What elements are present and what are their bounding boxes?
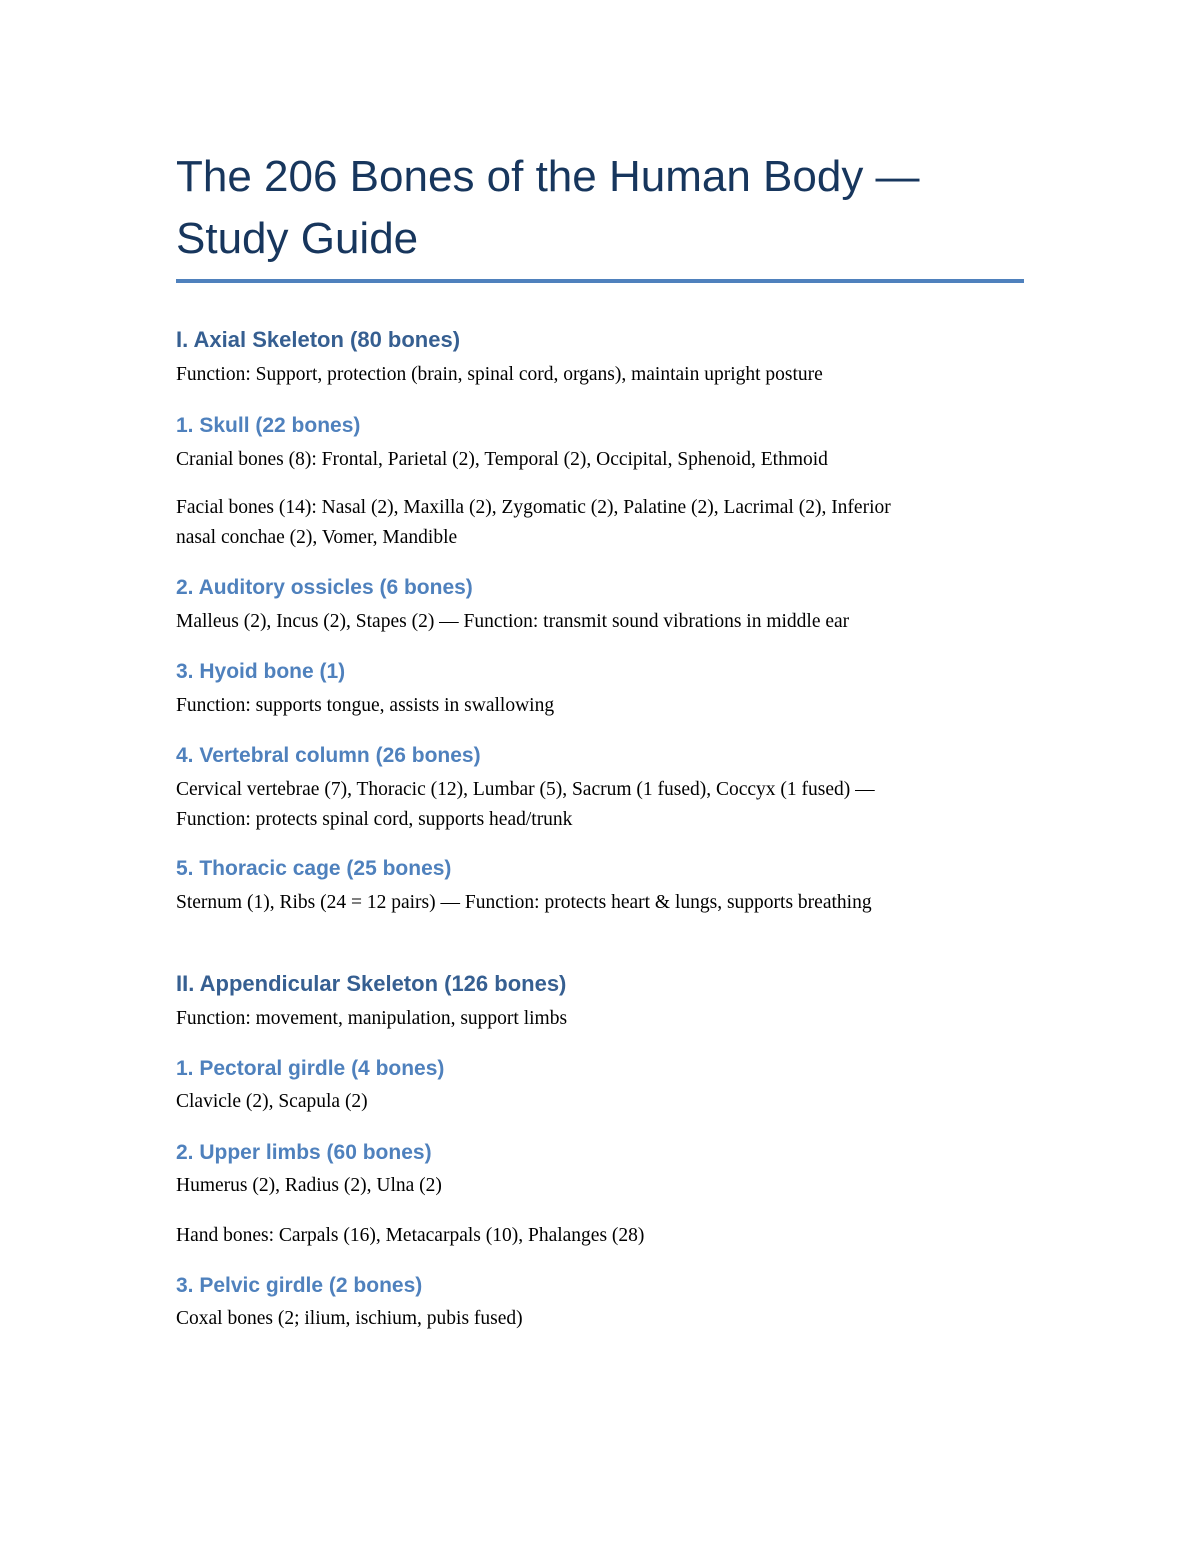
appendicular-function-block bbox=[176, 1004, 1024, 1034]
pectoral-girdle-text: Clavicle (2), Scapula (2) bbox=[176, 1091, 368, 1112]
hyoid-text: Function: supports tongue, assists in swallowing bbox=[176, 695, 555, 716]
axial-skeleton-heading: I. Axial Skeleton (80 bones) bbox=[176, 327, 461, 352]
pectoral-heading-block bbox=[176, 1055, 1024, 1083]
cranial-block bbox=[176, 445, 1024, 475]
skull-heading-block bbox=[176, 412, 1024, 440]
vertebral-line-1: Cervical vertebrae (7), Thoracic (12), Lumbar (5), Sacrum (1 fused), Coccyx (1 fused) — bbox=[176, 779, 875, 800]
auditory-ossicles-heading: 2. Auditory ossicles (6 bones) bbox=[176, 576, 473, 599]
axial-function-text: Function: Support, protection (brain, spinal cord, organs), maintain upright posture bbox=[176, 364, 823, 385]
facial-bones-text bbox=[176, 493, 1024, 553]
hyoid-heading-block bbox=[176, 658, 1024, 686]
thoracic-heading-block bbox=[176, 855, 1024, 883]
axial-function-block bbox=[176, 360, 1024, 390]
appendicular-skeleton-heading: II. Appendicular Skeleton (126 bones) bbox=[176, 971, 567, 996]
pelvic-text-block bbox=[176, 1304, 1024, 1334]
ossicles-heading-block bbox=[176, 574, 1024, 602]
document-title bbox=[176, 146, 1024, 270]
thoracic-cage-text: Sternum (1), Ribs (24 = 12 pairs) — Function: protects heart & lungs, supports breathing bbox=[176, 892, 872, 913]
pectoral-text-block bbox=[176, 1087, 1024, 1117]
title-line-1: The 206 Bones of the Human Body — bbox=[176, 152, 920, 201]
thoracic-cage-heading: 5. Thoracic cage (25 bones) bbox=[176, 857, 452, 880]
axial-heading-block bbox=[176, 326, 1024, 354]
facial-bones-line-1: Facial bones (14): Nasal (2), Maxilla (2), Zygomatic (2), Palatine (2), Lacrimal (2), Inferior bbox=[176, 497, 891, 518]
auditory-ossicles-text: Malleus (2), Incus (2), Stapes (2) — Function: transmit sound vibrations in middle ear bbox=[176, 611, 850, 632]
vertebral-heading-block bbox=[176, 742, 1024, 770]
pelvic-girdle-text: Coxal bones (2; ilium, ischium, pubis fused) bbox=[176, 1308, 523, 1329]
upper-limbs-arm-text: Humerus (2), Radius (2), Ulna (2) bbox=[176, 1175, 442, 1196]
title-line-2: Study Guide bbox=[176, 214, 419, 263]
upper-limbs-hand-block bbox=[176, 1221, 1024, 1251]
vertebral-text-block bbox=[176, 775, 1024, 835]
title-underline bbox=[176, 279, 1024, 283]
ossicles-text-block bbox=[176, 607, 1024, 637]
upper-limbs-heading: 2. Upper limbs (60 bones) bbox=[176, 1141, 432, 1164]
pectoral-girdle-heading: 1. Pectoral girdle (4 bones) bbox=[176, 1057, 445, 1080]
hyoid-heading: 3. Hyoid bone (1) bbox=[176, 660, 346, 683]
cranial-bones-text: Cranial bones (8): Frontal, Parietal (2), Temporal (2), Occipital, Sphenoid, Ethmoid bbox=[176, 449, 828, 470]
hyoid-text-block bbox=[176, 691, 1024, 721]
upper-limbs-arm-block bbox=[176, 1171, 1024, 1201]
hand-bones-text: Hand bones: Carpals (16), Metacarpals (10), Phalanges (28) bbox=[176, 1225, 645, 1246]
appendicular-heading-block bbox=[176, 970, 1024, 998]
pelvic-girdle-heading: 3. Pelvic girdle (2 bones) bbox=[176, 1274, 423, 1297]
appendicular-function-text: Function: movement, manipulation, support limbs bbox=[176, 1008, 568, 1029]
thoracic-text-block bbox=[176, 888, 1024, 918]
vertebral-line-2: Function: protects spinal cord, supports head/trunk bbox=[176, 809, 573, 830]
title-block bbox=[176, 146, 1024, 283]
facial-block bbox=[176, 493, 1024, 553]
facial-bones-line-2: nasal conchae (2), Vomer, Mandible bbox=[176, 527, 458, 548]
upper-limbs-heading-block bbox=[176, 1139, 1024, 1167]
vertebral-column-text bbox=[176, 775, 1024, 835]
vertebral-column-heading: 4. Vertebral column (26 bones) bbox=[176, 744, 481, 767]
skull-heading: 1. Skull (22 bones) bbox=[176, 414, 361, 437]
pelvic-heading-block bbox=[176, 1272, 1024, 1300]
